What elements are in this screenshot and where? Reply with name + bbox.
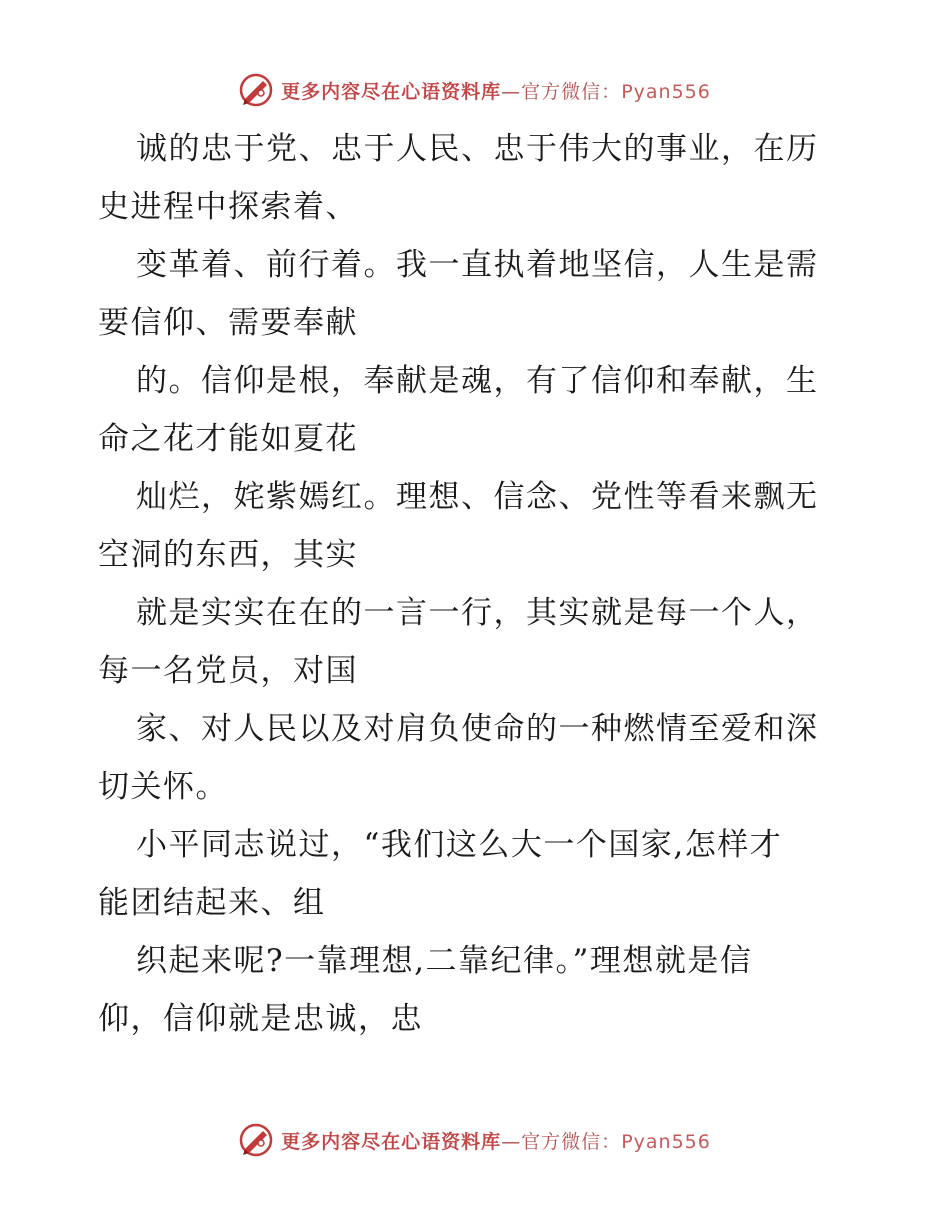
body-line: 史进程中探索着、: [98, 189, 358, 225]
body-line: 命之花才能如夏花: [98, 421, 358, 457]
pen-logo-icon: [239, 1123, 273, 1157]
body-line: 空洞的东西，其实: [98, 537, 358, 573]
footer-banner-lead: 更多内容尽在心语资料库: [281, 1130, 502, 1153]
header-banner-text: [281, 77, 711, 104]
footer-banner-handle: Pyan556: [621, 1130, 711, 1153]
body-line: 每一名党员，对国: [98, 653, 358, 689]
body-line: 变革着、前行着。我一直执着地坚信，人生是需: [136, 247, 819, 283]
body-line: 切关怀。: [98, 769, 228, 805]
body-line: 家、对人民以及对肩负使命的一种燃情至爱和深: [136, 711, 819, 747]
footer-banner: [0, 1120, 950, 1160]
body-line: 灿烂，姹紫嫣红。理想、信念、党性等看来飘无: [136, 479, 819, 515]
body-line: 仰，信仰就是忠诚，忠: [98, 1001, 423, 1037]
header-banner: [0, 70, 950, 110]
body-line: 小平同志说过，“我们这么大一个国家,怎样才: [136, 827, 783, 863]
header-banner-handle: Pyan556: [621, 80, 711, 103]
body-line: 要信仰、需要奉献: [98, 305, 358, 341]
body-line: 诚的忠于党、忠于人民、忠于伟大的事业，在历: [136, 131, 819, 167]
footer-banner-wechat-label: 官方微信：: [521, 1130, 622, 1153]
footer-banner-text: [281, 1127, 711, 1154]
body-line: 织起来呢?一靠理想,二靠纪律。”理想就是信: [136, 943, 753, 979]
body-line: 的。信仰是根，奉献是魂，有了信仰和奉献，生: [136, 363, 819, 399]
header-banner-dash: —: [501, 80, 522, 103]
header-banner-lead: 更多内容尽在心语资料库: [281, 80, 502, 103]
body-line: 能团结起来、组: [98, 885, 326, 921]
document-body: [98, 120, 858, 1048]
pen-logo-icon: [239, 73, 273, 107]
body-line: 就是实实在在的一言一行，其实就是每一个人，: [136, 595, 819, 631]
header-banner-wechat-label: 官方微信：: [521, 80, 622, 103]
footer-banner-dash: —: [501, 1130, 522, 1153]
